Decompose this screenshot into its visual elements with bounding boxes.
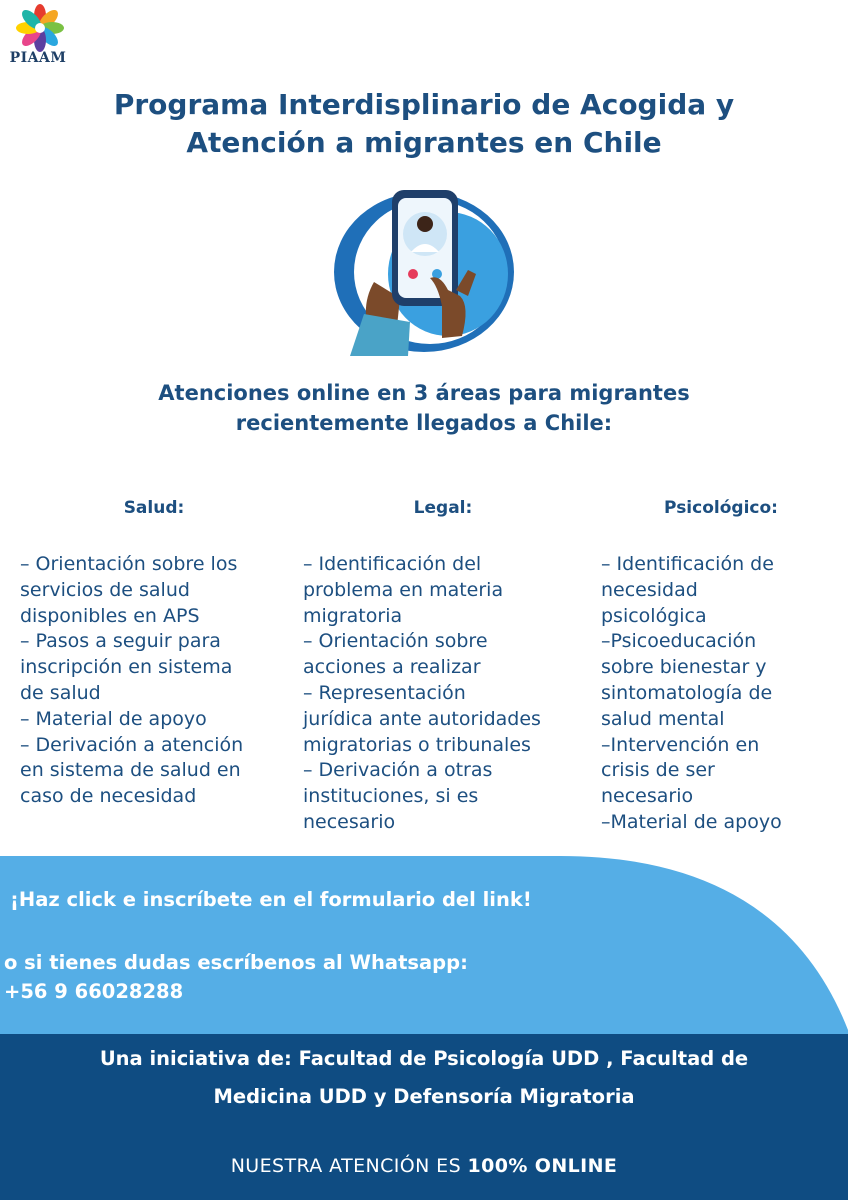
area-salud [20,498,288,810]
list-item: – Identificación del [303,553,482,575]
list-item: disponibles en APS [20,604,200,627]
list-item: – Representación [303,681,466,704]
list-item: necesidad [601,578,698,601]
list-item: sintomatología de [601,681,773,704]
section-subtitle [40,378,808,438]
initiative-line-1: Una iniciativa de: Facultad de Psicología UDD , Facultad de [99,1047,749,1070]
subtitle-line-2: recientemente llegados a Chile: [235,411,613,435]
area-salud-heading: Salud: [123,498,185,518]
initiative-text [20,1040,828,1116]
whatsapp-line: o si tienes dudas escríbenos al Whatsapp: [4,951,468,974]
area-legal [303,498,583,836]
online-notice [0,1155,848,1177]
list-item: acciones a realizar [303,656,481,679]
list-item: – Identificación de [601,553,774,575]
list-item: – Material de apoyo [20,707,207,730]
logo-text: PIAAM [9,50,67,66]
colored-hands-icon [4,4,76,54]
list-item: en sistema de salud en [20,759,241,782]
signup-cta-text: ¡Haz click e inscríbete en el formulario del link! [10,888,532,911]
area-psicologico [601,498,841,836]
area-salud-list [20,552,288,810]
list-item: servicios de salud [20,578,190,601]
initiative-line-2: Medicina UDD y Defensoría Migratoria [213,1085,635,1108]
list-item: migratorias o tribunales [303,733,531,756]
list-item: salud mental [601,707,725,730]
list-item: migratoria [303,604,403,627]
online-notice-highlight: 100% ONLINE [467,1155,618,1177]
whatsapp-phone: +56 9 66028288 [4,980,184,1003]
area-psicologico-heading: Psicológico: [664,498,778,518]
list-item: instituciones, si es [303,785,479,808]
list-item: jurídica ante autoridades [303,707,541,730]
list-item: de salud [20,681,101,704]
area-legal-heading: Legal: [413,498,473,518]
area-psicologico-list [601,552,841,836]
list-item: inscripción en sistema [20,656,233,679]
page-title [40,86,808,162]
title-line-1: Programa Interdisplinario de Acogida y [113,88,735,121]
list-item: – Pasos a seguir para [20,630,221,653]
area-legal-list [303,552,583,836]
list-item: –Intervención en [601,733,760,756]
list-item: –Material de apoyo [601,810,782,833]
list-item: crisis de ser [601,759,715,782]
list-item: – Orientación sobre [303,630,488,653]
list-item: psicológica [601,604,707,627]
hand-phone-doctor-icon [330,186,518,356]
list-item: necesario [303,810,396,833]
title-line-2: Atención a migrantes en Chile [186,126,662,159]
list-item: –Psicoeducación [601,630,757,653]
list-item: – Derivación a otras [303,759,493,782]
list-item: caso de necesidad [20,785,197,808]
list-item: – Derivación a atención [20,733,244,756]
cta-wave-background [0,850,848,1040]
subtitle-line-1: Atenciones online en 3 áreas para migrantes [158,381,690,405]
list-item: – Orientación sobre los [20,553,238,575]
list-item: necesario [601,785,694,808]
whatsapp-contact [4,948,468,1006]
list-item: sobre bienestar y [601,656,767,679]
online-notice-prefix: NUESTRA ATENCIÓN ES [230,1155,468,1177]
list-item: problema en materia [303,578,504,601]
